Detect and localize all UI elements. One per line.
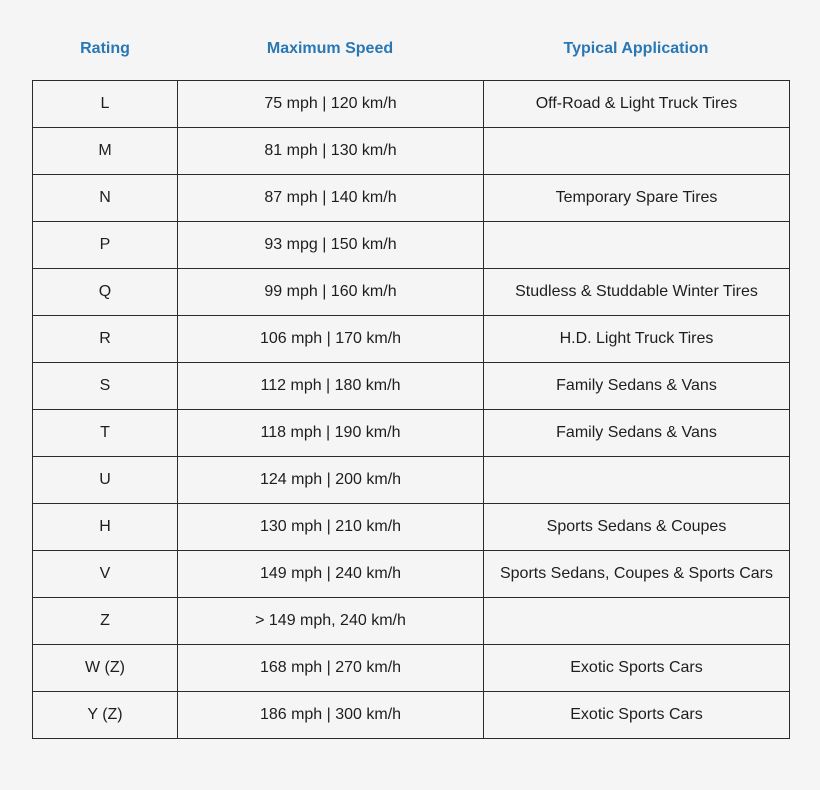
- speed-rating-table: [32, 80, 790, 739]
- table-row: [33, 692, 790, 739]
- application-cell: Family Sedans & Vans: [484, 363, 790, 410]
- application-cell: Off-Road & Light Truck Tires: [484, 81, 790, 128]
- max-speed-cell: 93 mpg | 150 km/h: [178, 222, 484, 269]
- table-row: [33, 410, 790, 457]
- header-maximum-speed: Maximum Speed: [266, 40, 394, 57]
- table-body: [33, 81, 790, 739]
- application-cell: Exotic Sports Cars: [484, 692, 790, 739]
- application-cell: Family Sedans & Vans: [484, 410, 790, 457]
- table-row: [33, 598, 790, 645]
- rating-cell: T: [33, 410, 178, 457]
- table-row: [33, 269, 790, 316]
- max-speed-cell: 75 mph | 120 km/h: [178, 81, 484, 128]
- rating-cell: P: [33, 222, 178, 269]
- application-cell: Sports Sedans, Coupes & Sports Cars: [484, 551, 790, 598]
- rating-cell: Q: [33, 269, 178, 316]
- application-cell: Exotic Sports Cars: [484, 645, 790, 692]
- table-row: [33, 222, 790, 269]
- rating-cell: W (Z): [33, 645, 178, 692]
- header-rating: Rating: [80, 40, 130, 57]
- table-row: [33, 316, 790, 363]
- max-speed-cell: 130 mph | 210 km/h: [178, 504, 484, 551]
- table-row: [33, 81, 790, 128]
- max-speed-cell: 149 mph | 240 km/h: [178, 551, 484, 598]
- rating-cell: H: [33, 504, 178, 551]
- rating-cell: N: [33, 175, 178, 222]
- max-speed-cell: 99 mph | 160 km/h: [178, 269, 484, 316]
- max-speed-cell: 118 mph | 190 km/h: [178, 410, 484, 457]
- rating-cell: S: [33, 363, 178, 410]
- table-row: [33, 457, 790, 504]
- rating-cell: Z: [33, 598, 178, 645]
- rating-cell: R: [33, 316, 178, 363]
- application-cell: Studless & Studdable Winter Tires: [484, 269, 790, 316]
- application-cell: [484, 457, 790, 504]
- table-row: [33, 128, 790, 175]
- rating-cell: Y (Z): [33, 692, 178, 739]
- max-speed-cell: 124 mph | 200 km/h: [178, 457, 484, 504]
- table-row: [33, 504, 790, 551]
- application-cell: [484, 598, 790, 645]
- max-speed-cell: 168 mph | 270 km/h: [178, 645, 484, 692]
- application-cell: Sports Sedans & Coupes: [484, 504, 790, 551]
- max-speed-cell: > 149 mph, 240 km/h: [178, 598, 484, 645]
- rating-cell: L: [33, 81, 178, 128]
- rating-cell: M: [33, 128, 178, 175]
- max-speed-cell: 186 mph | 300 km/h: [178, 692, 484, 739]
- max-speed-cell: 112 mph | 180 km/h: [178, 363, 484, 410]
- rating-cell: U: [33, 457, 178, 504]
- table-row: [33, 175, 790, 222]
- max-speed-cell: 87 mph | 140 km/h: [178, 175, 484, 222]
- max-speed-cell: 81 mph | 130 km/h: [178, 128, 484, 175]
- table-row: [33, 551, 790, 598]
- header-typical-application: Typical Application: [563, 40, 709, 57]
- application-cell: H.D. Light Truck Tires: [484, 316, 790, 363]
- table-row: [33, 645, 790, 692]
- application-cell: [484, 222, 790, 269]
- application-cell: [484, 128, 790, 175]
- rating-cell: V: [33, 551, 178, 598]
- table-header: [33, 36, 789, 62]
- application-cell: Temporary Spare Tires: [484, 175, 790, 222]
- max-speed-cell: 106 mph | 170 km/h: [178, 316, 484, 363]
- table-row: [33, 363, 790, 410]
